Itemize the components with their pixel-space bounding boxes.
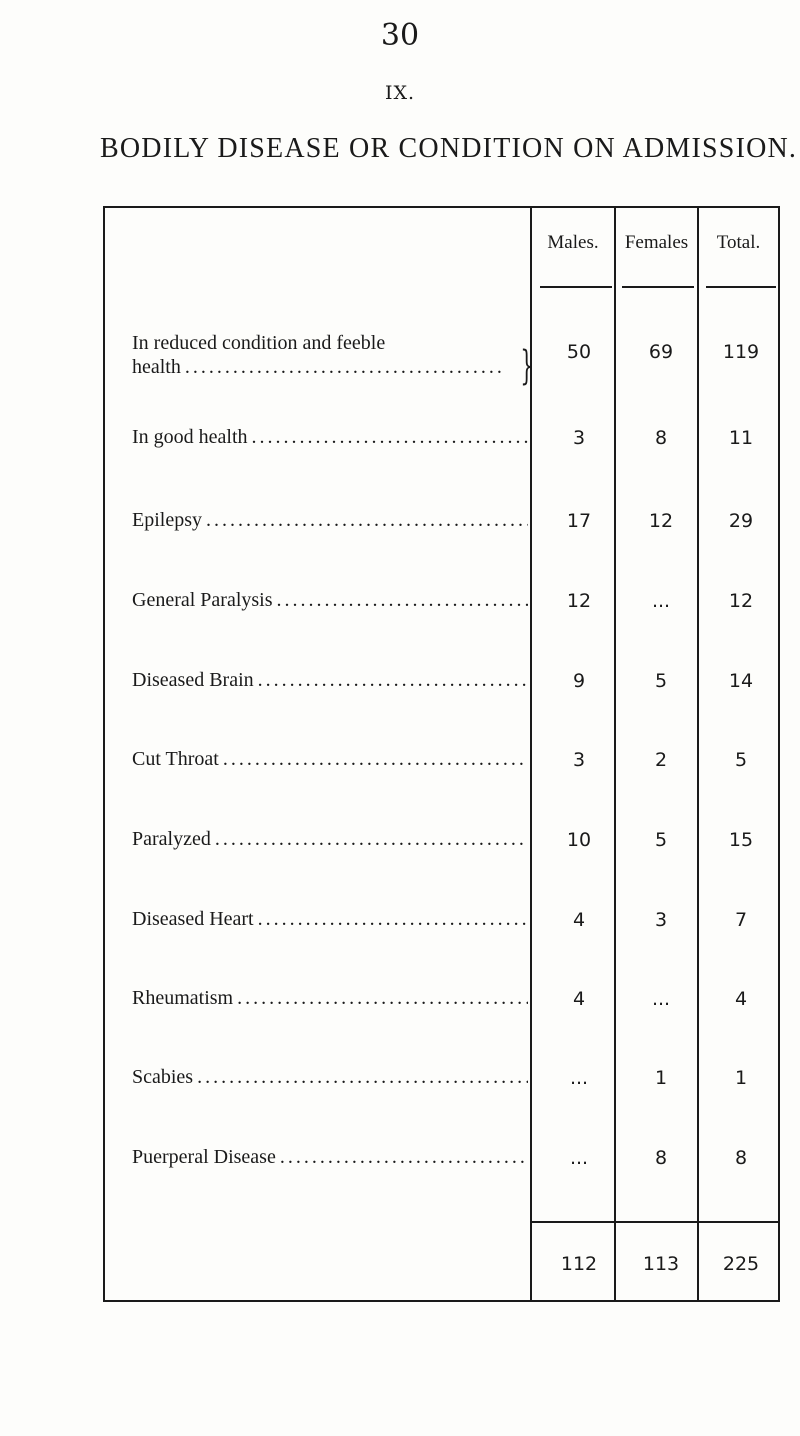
cell-females: 1 bbox=[654, 1067, 668, 1089]
cell-females: 5 bbox=[654, 670, 668, 692]
column-header-males: Males. bbox=[547, 232, 599, 253]
header-underline-males bbox=[540, 286, 612, 288]
row-label: Cut Throat . . . bbox=[132, 748, 528, 771]
cell-females: 2 bbox=[654, 749, 668, 771]
cell-males: 50 bbox=[566, 341, 592, 363]
column-header-females: Females bbox=[624, 232, 689, 253]
section-number: IX. bbox=[384, 82, 416, 104]
total-overline-total bbox=[699, 1221, 778, 1223]
cell-total: 11 bbox=[728, 427, 754, 449]
table-bottom-rule bbox=[103, 1300, 780, 1302]
row-label: In good health . . . bbox=[132, 426, 528, 449]
cell-males: 17 bbox=[566, 510, 592, 532]
header-underline-females bbox=[622, 286, 694, 288]
row-label: Scabies . . . bbox=[132, 1066, 528, 1089]
page-number: 30 bbox=[380, 18, 420, 53]
row-label: Diseased Brain . . . bbox=[132, 669, 528, 692]
page-title: BODILY DISEASE OR CONDITION ON ADMISSION. bbox=[100, 133, 798, 164]
row-label: Puerperal Disease . . . bbox=[132, 1146, 528, 1169]
cell-females: 8 bbox=[654, 427, 668, 449]
cell-total: 5 bbox=[734, 749, 748, 771]
cell-total: 29 bbox=[728, 510, 754, 532]
cell-total: 8 bbox=[734, 1147, 748, 1169]
row-label: General Paralysis . . . bbox=[132, 589, 528, 612]
cell-males: 10 bbox=[566, 829, 592, 851]
cell-total: 1 bbox=[734, 1067, 748, 1089]
cell-females: 3 bbox=[654, 909, 668, 931]
column-header-total: Total. bbox=[716, 232, 761, 253]
cell-males: 4 bbox=[572, 909, 586, 931]
cell-males: 3 bbox=[572, 749, 586, 771]
total-overline-females bbox=[616, 1221, 697, 1223]
cell-females: 12 bbox=[648, 510, 674, 532]
table-top-rule bbox=[103, 206, 779, 208]
header-underline-total bbox=[706, 286, 776, 288]
row-label: Paralyzed . . . bbox=[132, 828, 528, 851]
cell-total: 7 bbox=[734, 909, 748, 931]
total-grand: 225 bbox=[722, 1253, 760, 1275]
cell-males: ... bbox=[569, 1067, 589, 1089]
total-overline-males bbox=[532, 1221, 614, 1223]
cell-females: 69 bbox=[648, 341, 674, 363]
cell-females: 8 bbox=[654, 1147, 668, 1169]
cell-total: 14 bbox=[728, 670, 754, 692]
cell-total: 119 bbox=[722, 341, 760, 363]
cell-females: ... bbox=[651, 988, 671, 1010]
row-label: Epilepsy . . . bbox=[132, 509, 528, 532]
total-females: 113 bbox=[642, 1253, 680, 1275]
brace-symbol: } bbox=[520, 343, 534, 389]
cell-males: ... bbox=[569, 1147, 589, 1169]
row-label: Rheumatism . . . bbox=[132, 987, 528, 1010]
cell-total: 4 bbox=[734, 988, 748, 1010]
cell-total: 12 bbox=[728, 590, 754, 612]
cell-females: ... bbox=[651, 590, 671, 612]
cell-total: 15 bbox=[728, 829, 754, 851]
cell-males: 12 bbox=[566, 590, 592, 612]
row-label: In reduced condition and feeble bbox=[132, 332, 386, 354]
cell-males: 3 bbox=[572, 427, 586, 449]
table-left-rule bbox=[103, 206, 105, 1302]
cell-females: 5 bbox=[654, 829, 668, 851]
cell-males: 9 bbox=[572, 670, 586, 692]
row-label: health . . . bbox=[132, 356, 502, 379]
total-males: 112 bbox=[560, 1253, 598, 1275]
row-label: Diseased Heart . . . bbox=[132, 908, 528, 931]
cell-males: 4 bbox=[572, 988, 586, 1010]
